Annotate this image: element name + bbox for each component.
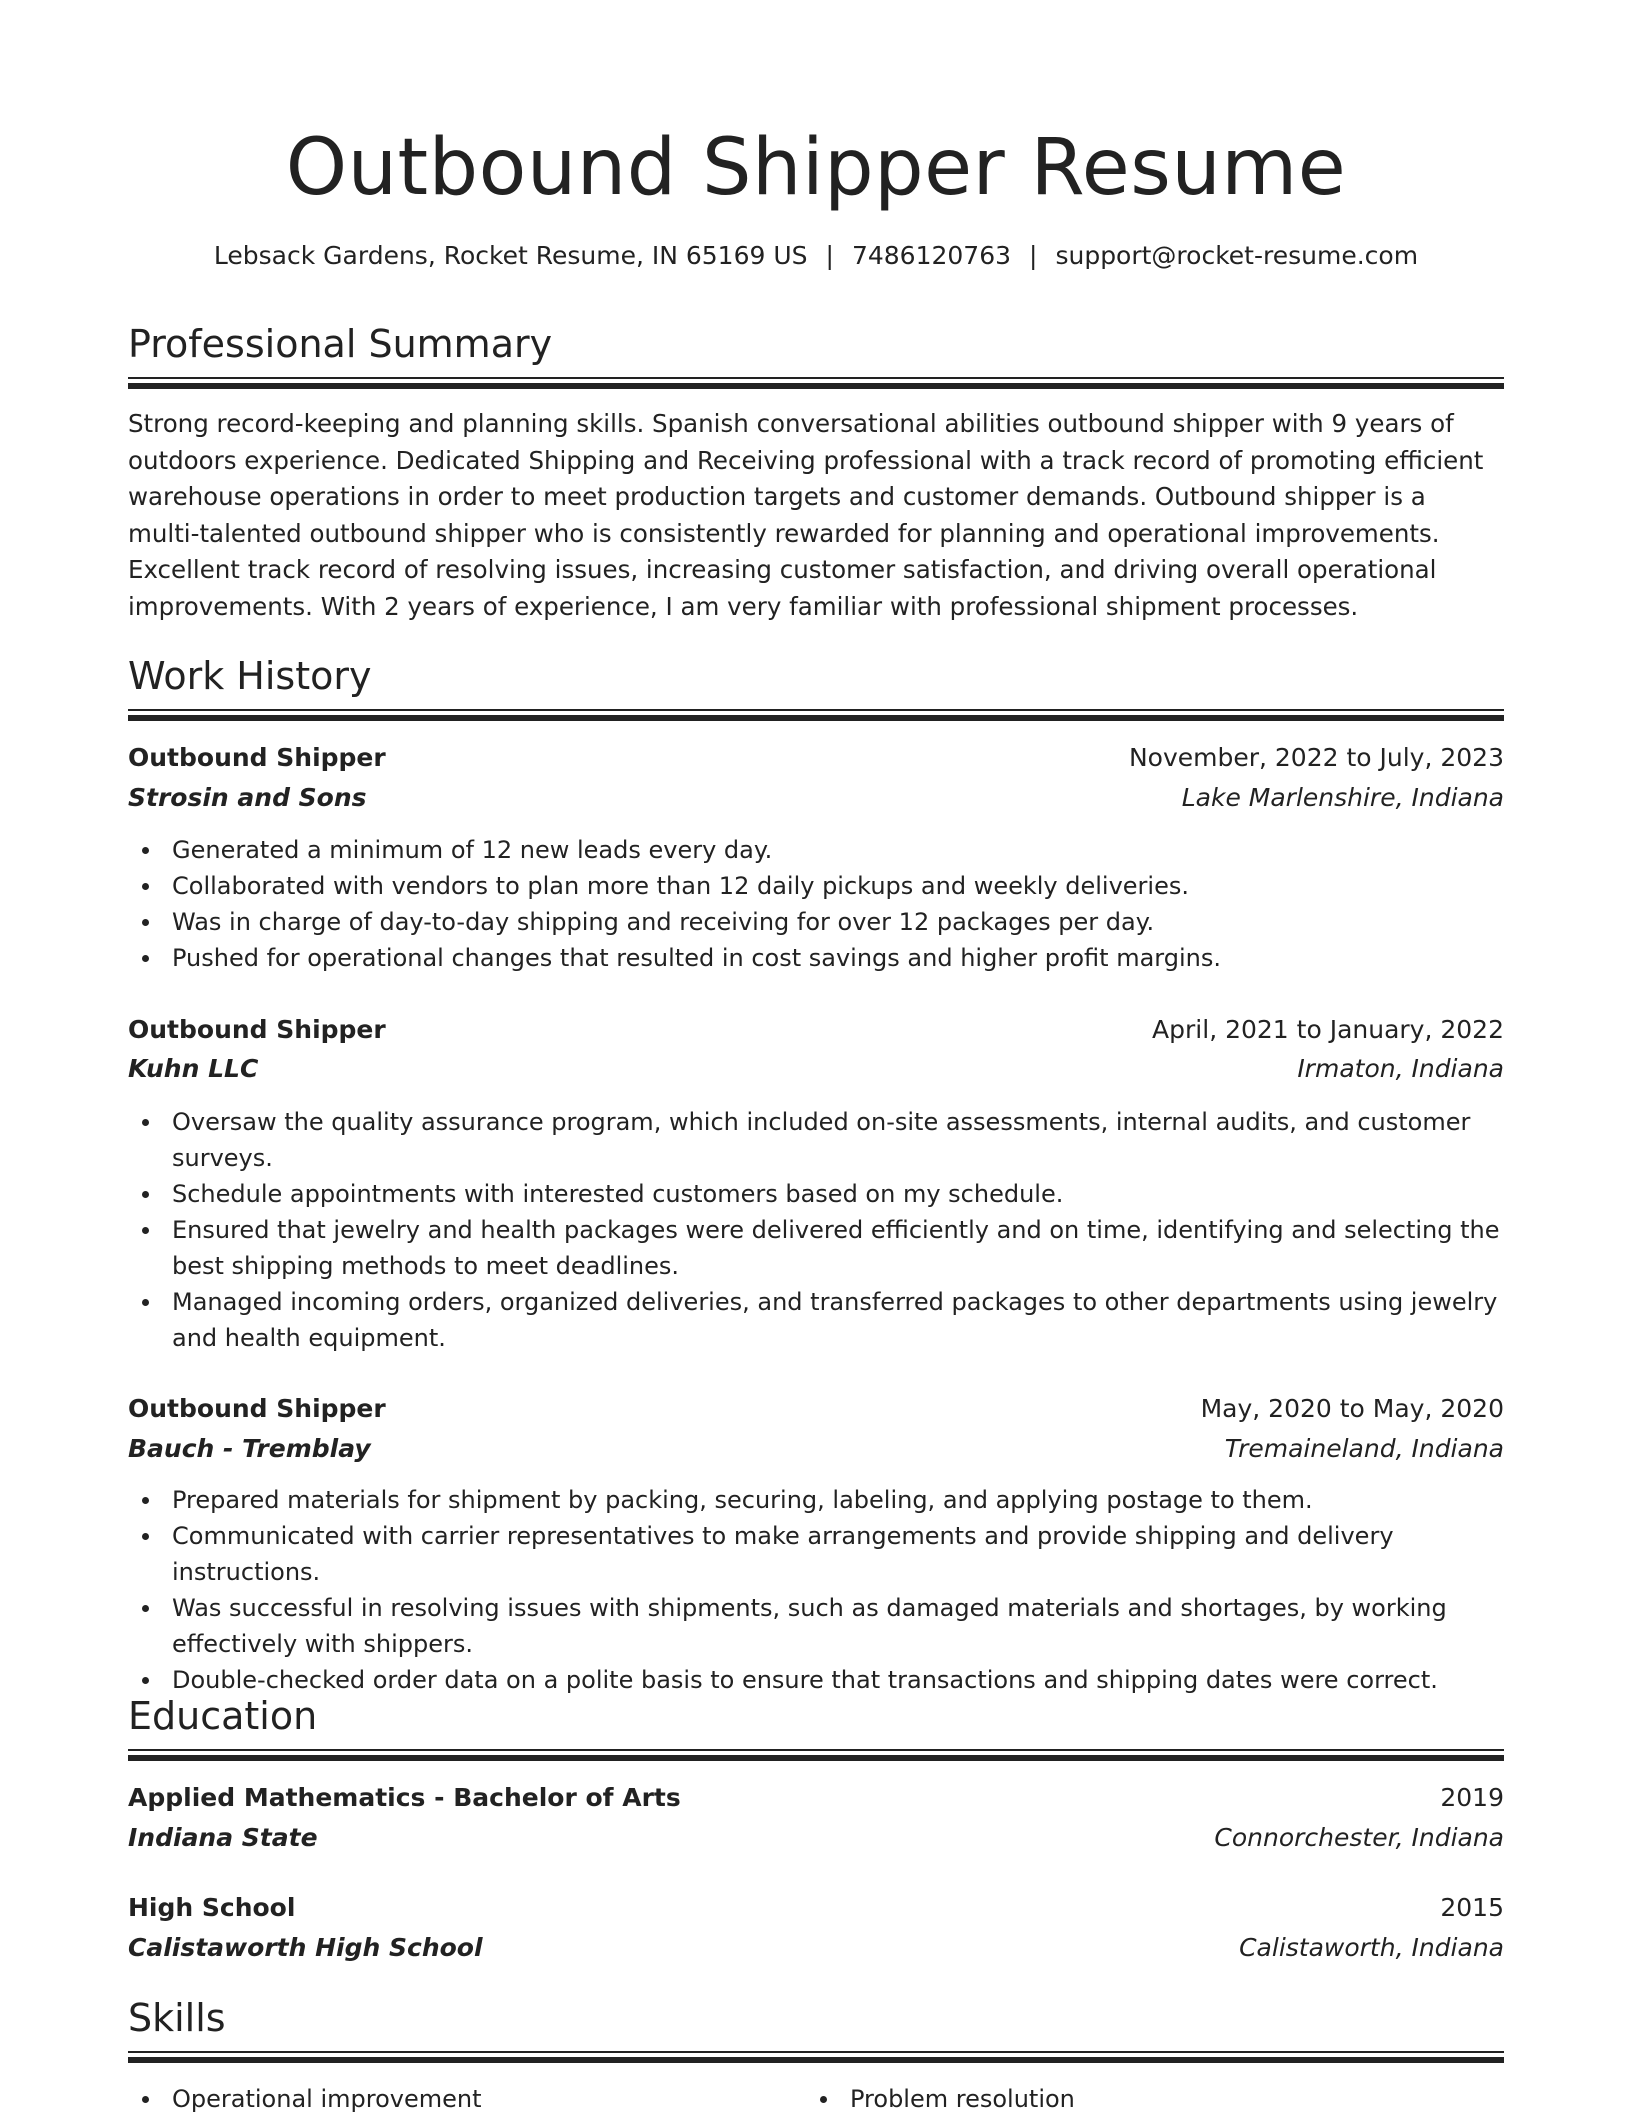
section-divider	[128, 377, 1504, 389]
job-dates: April, 2021 to January, 2022	[1152, 1015, 1504, 1044]
education-year: 2015	[1440, 1893, 1504, 1922]
education-degree: Applied Mathematics - Bachelor of Arts	[128, 1783, 681, 1812]
job-title: Outbound Shipper	[128, 743, 386, 772]
job-bullets	[128, 1104, 1504, 1356]
job-title: Outbound Shipper	[128, 1394, 386, 1423]
job-location: Tremaineland, Indiana	[1224, 1434, 1504, 1463]
list-item: Communicated with carrier representatives to make arrangements and provide shipping and delivery instructions.	[128, 1518, 1504, 1590]
section-heading-summary: Professional Summary	[128, 322, 553, 366]
resume-title: Outbound Shipper Resume	[285, 123, 1347, 213]
job-dates: November, 2022 to July, 2023	[1128, 743, 1504, 772]
section-divider	[128, 1749, 1504, 1761]
section-divider	[128, 709, 1504, 721]
list-item: Oversaw the quality assurance program, which included on-site assessments, internal audits, and customer surveys.	[128, 1104, 1504, 1176]
job-header	[128, 1391, 1504, 1427]
list-item: Managed incoming orders, organized deliveries, and transferred packages to other departments using jewelry and health equipment.	[128, 1284, 1504, 1356]
list-item: Prepared materials for shipment by packing, securing, labeling, and applying postage to them.	[128, 1482, 1504, 1518]
job-location: Irmaton, Indiana	[1297, 1054, 1504, 1083]
summary-text: Strong record-keeping and planning skills. Spanish conversational abilities outbound shipper with 9 years of outdoors experience. Dedicated Shipping and Receiving professional with a track record of promoting efficient warehouse operations in order to meet production targets and customer demands. Outbound shipper is a multi-talented outbound shipper who is consistently rewarded for planning and operational improvements. Excellent track record of resolving issues, increasing customer satisfaction, and driving overall operational improvements. With 2 years of experience, I am very familiar with professional shipment processes.	[128, 409, 1484, 621]
contact-separator: |	[825, 241, 834, 270]
education-header	[128, 1780, 1504, 1816]
job-bullets	[128, 1482, 1504, 1698]
section-heading-skills: Skills	[128, 1996, 226, 2040]
job-dates: May, 2020 to May, 2020	[1200, 1394, 1504, 1423]
contact-email: support@rocket-resume.com	[1055, 241, 1419, 270]
skill-item: Operational improvement	[128, 2081, 481, 2117]
contact-line	[128, 238, 1504, 274]
job-title: Outbound Shipper	[128, 1015, 386, 1044]
education-year: 2019	[1440, 1783, 1504, 1812]
list-item: Schedule appointments with interested customers based on my schedule.	[128, 1176, 1504, 1212]
list-item: Was successful in resolving issues with shipments, such as damaged materials and shortages, by working effectively with shippers.	[128, 1590, 1504, 1662]
education-location: Connorchester, Indiana	[1214, 1823, 1504, 1852]
education-location: Calistaworth, Indiana	[1239, 1933, 1504, 1962]
job-bullets	[128, 832, 1504, 976]
education-header	[128, 1890, 1504, 1926]
section-heading-work: Work History	[128, 654, 372, 698]
job-header	[128, 1012, 1504, 1048]
skill-item: Problem resolution	[806, 2081, 1075, 2117]
education-school: Indiana State	[128, 1823, 318, 1852]
education-degree: High School	[128, 1893, 296, 1922]
job-company: Strosin and Sons	[128, 783, 367, 812]
contact-separator: |	[1029, 241, 1038, 270]
job-header	[128, 740, 1504, 776]
list-item: Collaborated with vendors to plan more than 12 daily pickups and weekly deliveries.	[128, 868, 1504, 904]
contact-address: Lebsack Gardens, Rocket Resume, IN 65169 US	[213, 241, 808, 270]
job-company: Bauch - Tremblay	[128, 1434, 371, 1463]
job-company: Kuhn LLC	[128, 1054, 259, 1083]
education-school-row	[128, 1820, 1504, 1856]
job-location: Lake Marlenshire, Indiana	[1181, 783, 1504, 812]
section-heading-education: Education	[128, 1694, 318, 1738]
education-school-row	[128, 1930, 1504, 1966]
contact-phone: 7486120763	[851, 241, 1012, 270]
list-item: Was in charge of day-to-day shipping and receiving for over 12 packages per day.	[128, 904, 1504, 940]
job-company-row	[128, 1431, 1504, 1467]
education-school: Calistaworth High School	[128, 1933, 483, 1962]
list-item: Generated a minimum of 12 new leads every day.	[128, 832, 1504, 868]
job-company-row	[128, 1051, 1504, 1087]
list-item: Pushed for operational changes that resulted in cost savings and higher profit margins.	[128, 940, 1504, 976]
job-company-row	[128, 780, 1504, 816]
section-divider	[128, 2051, 1504, 2063]
list-item: Double-checked order data on a polite basis to ensure that transactions and shipping dates were correct.	[128, 1662, 1504, 1698]
list-item: Ensured that jewelry and health packages were delivered efficiently and on time, identifying and selecting the best shipping methods to meet deadlines.	[128, 1212, 1504, 1284]
